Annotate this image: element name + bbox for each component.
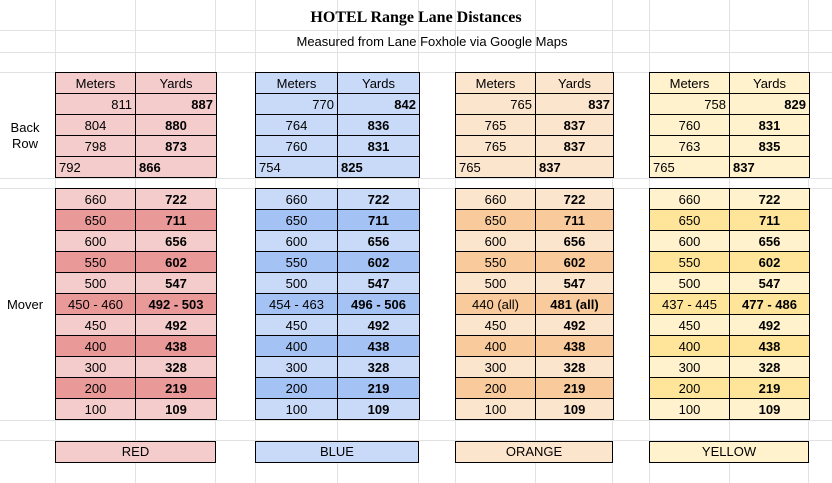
red-mover-table — [55, 188, 217, 420]
yards-cell[interactable]: 656 — [136, 231, 217, 252]
yards-cell[interactable]: 547 — [136, 273, 217, 294]
meters-cell[interactable]: 300 — [56, 357, 136, 378]
meters-cell[interactable]: 770 — [256, 94, 338, 115]
yards-cell[interactable]: 656 — [536, 231, 614, 252]
yards-cell[interactable]: 656 — [338, 231, 420, 252]
meters-cell[interactable]: 500 — [650, 273, 730, 294]
yards-cell[interactable]: 873 — [136, 136, 217, 157]
meters-header[interactable]: Meters — [56, 73, 136, 94]
meters-cell[interactable]: 300 — [256, 357, 338, 378]
sheet-title: HOTEL Range Lane Distances — [310, 9, 522, 26]
yards-cell[interactable]: 492 - 503 — [136, 294, 217, 315]
yards-cell[interactable]: 219 — [536, 378, 614, 399]
yards-cell[interactable]: 837 — [536, 115, 614, 136]
yards-cell[interactable]: 477 - 486 — [730, 294, 810, 315]
meters-cell[interactable]: 300 — [650, 357, 730, 378]
yards-cell[interactable]: 711 — [338, 210, 420, 231]
yards-cell[interactable]: 328 — [338, 357, 420, 378]
yards-cell[interactable]: 219 — [338, 378, 420, 399]
yards-cell[interactable]: 602 — [536, 252, 614, 273]
yards-cell[interactable]: 492 — [136, 315, 217, 336]
yards-cell[interactable]: 711 — [136, 210, 217, 231]
yards-cell[interactable]: 438 — [136, 336, 217, 357]
yards-cell[interactable]: 711 — [730, 210, 810, 231]
yards-cell[interactable]: 831 — [338, 136, 420, 157]
lane-label-yellow[interactable]: YELLOW — [649, 441, 809, 463]
meters-cell[interactable]: 798 — [56, 136, 136, 157]
meters-cell[interactable]: 600 — [650, 231, 730, 252]
meters-cell[interactable]: 650 — [650, 210, 730, 231]
yards-cell[interactable]: 492 — [730, 315, 810, 336]
yards-cell[interactable]: 219 — [730, 378, 810, 399]
yards-cell[interactable]: 602 — [136, 252, 217, 273]
meters-cell[interactable]: 500 — [456, 273, 536, 294]
yards-cell[interactable]: 837 — [536, 94, 614, 115]
meters-cell[interactable]: 100 — [650, 399, 730, 420]
meters-cell[interactable]: 100 — [256, 399, 338, 420]
meters-cell[interactable]: 550 — [56, 252, 136, 273]
yards-cell[interactable]: 547 — [338, 273, 420, 294]
yellow-mover-table — [649, 188, 810, 420]
sheet-subtitle: Measured from Lane Foxhole via Google Maps — [296, 34, 568, 49]
orange-mover-table — [455, 188, 614, 420]
meters-cell[interactable]: 765 — [456, 94, 536, 115]
meters-cell[interactable]: 550 — [650, 252, 730, 273]
meters-cell[interactable]: 765 — [456, 115, 536, 136]
meters-cell[interactable]: 450 — [456, 315, 536, 336]
meters-cell[interactable]: 660 — [456, 189, 536, 210]
yards-header[interactable]: Yards — [536, 73, 614, 94]
meters-cell[interactable]: 765 — [456, 136, 536, 157]
meters-cell[interactable]: 200 — [256, 378, 338, 399]
meters-header[interactable]: Meters — [650, 73, 730, 94]
red-back-row-table — [55, 72, 217, 178]
meters-cell[interactable]: 300 — [456, 357, 536, 378]
meters-cell[interactable]: 650 — [56, 210, 136, 231]
yards-cell[interactable]: 880 — [136, 115, 217, 136]
yards-cell[interactable]: 837 — [536, 136, 614, 157]
lane-label-blue[interactable]: BLUE — [255, 441, 419, 463]
yards-cell[interactable]: 711 — [536, 210, 614, 231]
yards-cell[interactable]: 825 — [338, 157, 420, 178]
back-row-label — [0, 120, 50, 152]
meters-cell[interactable]: 760 — [650, 115, 730, 136]
blue-mover-table — [255, 188, 420, 420]
meters-cell[interactable]: 400 — [456, 336, 536, 357]
yards-cell[interactable]: 887 — [136, 94, 217, 115]
yards-cell[interactable]: 496 - 506 — [338, 294, 420, 315]
meters-cell[interactable]: 454 - 463 — [256, 294, 338, 315]
meters-cell[interactable]: 200 — [650, 378, 730, 399]
meters-cell[interactable]: 600 — [456, 231, 536, 252]
yards-cell[interactable]: 492 — [338, 315, 420, 336]
yards-cell[interactable]: 481 (all) — [536, 294, 614, 315]
yards-cell[interactable]: 219 — [136, 378, 217, 399]
meters-cell[interactable]: 200 — [56, 378, 136, 399]
yards-cell[interactable]: 438 — [730, 336, 810, 357]
meters-cell[interactable]: 758 — [650, 94, 730, 115]
meters-cell[interactable]: 811 — [56, 94, 136, 115]
meters-cell[interactable]: 100 — [56, 399, 136, 420]
blue-back-row-table — [255, 72, 420, 178]
meters-cell[interactable]: 400 — [650, 336, 730, 357]
meters-cell[interactable]: 765 — [650, 157, 730, 178]
yards-cell[interactable]: 831 — [730, 115, 810, 136]
yards-cell[interactable]: 492 — [536, 315, 614, 336]
meters-cell[interactable]: 550 — [456, 252, 536, 273]
lane-label-orange[interactable]: ORANGE — [455, 441, 613, 463]
meters-cell[interactable]: 765 — [456, 157, 536, 178]
meters-cell[interactable]: 100 — [456, 399, 536, 420]
meters-cell[interactable]: 550 — [256, 252, 338, 273]
yards-cell[interactable]: 835 — [730, 136, 810, 157]
meters-cell[interactable]: 450 — [56, 315, 136, 336]
back-row-label-line2: Row — [11, 136, 38, 151]
meters-cell[interactable]: 440 (all) — [456, 294, 536, 315]
yards-cell[interactable]: 722 — [536, 189, 614, 210]
meters-cell[interactable]: 804 — [56, 115, 136, 136]
yards-header[interactable]: Yards — [136, 73, 217, 94]
yards-cell[interactable]: 656 — [730, 231, 810, 252]
yards-cell[interactable]: 547 — [536, 273, 614, 294]
yards-cell[interactable]: 602 — [338, 252, 420, 273]
lane-label-red[interactable]: RED — [55, 441, 216, 463]
yards-cell[interactable]: 547 — [730, 273, 810, 294]
yards-cell[interactable]: 722 — [136, 189, 217, 210]
yards-cell[interactable]: 829 — [730, 94, 810, 115]
meters-cell[interactable]: 450 — [650, 315, 730, 336]
yards-cell[interactable]: 438 — [536, 336, 614, 357]
yards-header[interactable]: Yards — [338, 73, 420, 94]
yards-cell[interactable]: 109 — [338, 399, 420, 420]
meters-header[interactable]: Meters — [456, 73, 536, 94]
meters-cell[interactable]: 760 — [256, 136, 338, 157]
meters-cell[interactable]: 437 - 445 — [650, 294, 730, 315]
yards-cell[interactable]: 328 — [536, 357, 614, 378]
meters-header[interactable]: Meters — [256, 73, 338, 94]
meters-cell[interactable]: 650 — [456, 210, 536, 231]
meters-cell[interactable]: 500 — [56, 273, 136, 294]
yards-cell[interactable]: 837 — [536, 157, 614, 178]
yards-cell[interactable]: 866 — [136, 157, 217, 178]
meters-cell[interactable]: 792 — [56, 157, 136, 178]
meters-cell[interactable]: 754 — [256, 157, 338, 178]
back-row-label-line1: Back — [10, 120, 40, 135]
yards-cell[interactable]: 842 — [338, 94, 420, 115]
meters-cell[interactable]: 400 — [56, 336, 136, 357]
yards-cell[interactable]: 328 — [730, 357, 810, 378]
yards-cell[interactable]: 328 — [136, 357, 217, 378]
meters-cell[interactable]: 660 — [56, 189, 136, 210]
meters-cell[interactable]: 764 — [256, 115, 338, 136]
meters-cell[interactable]: 400 — [256, 336, 338, 357]
meters-cell[interactable]: 500 — [256, 273, 338, 294]
meters-cell[interactable]: 660 — [650, 189, 730, 210]
yards-cell[interactable]: 836 — [338, 115, 420, 136]
meters-cell[interactable]: 660 — [256, 189, 338, 210]
yards-cell[interactable]: 602 — [730, 252, 810, 273]
meters-cell[interactable]: 200 — [456, 378, 536, 399]
yards-cell[interactable]: 722 — [730, 189, 810, 210]
yellow-back-row-table — [649, 72, 810, 178]
yards-cell[interactable]: 722 — [338, 189, 420, 210]
meters-cell[interactable]: 450 - 460 — [56, 294, 136, 315]
orange-back-row-table — [455, 72, 614, 178]
yards-cell[interactable]: 109 — [536, 399, 614, 420]
meters-cell[interactable]: 763 — [650, 136, 730, 157]
meters-cell[interactable]: 650 — [256, 210, 338, 231]
yards-cell[interactable]: 837 — [730, 157, 810, 178]
meters-cell[interactable]: 600 — [256, 231, 338, 252]
yards-cell[interactable]: 438 — [338, 336, 420, 357]
meters-cell[interactable]: 600 — [56, 231, 136, 252]
mover-label: Mover — [6, 297, 44, 312]
yards-cell[interactable]: 109 — [136, 399, 217, 420]
yards-header[interactable]: Yards — [730, 73, 810, 94]
yards-cell[interactable]: 109 — [730, 399, 810, 420]
meters-cell[interactable]: 450 — [256, 315, 338, 336]
